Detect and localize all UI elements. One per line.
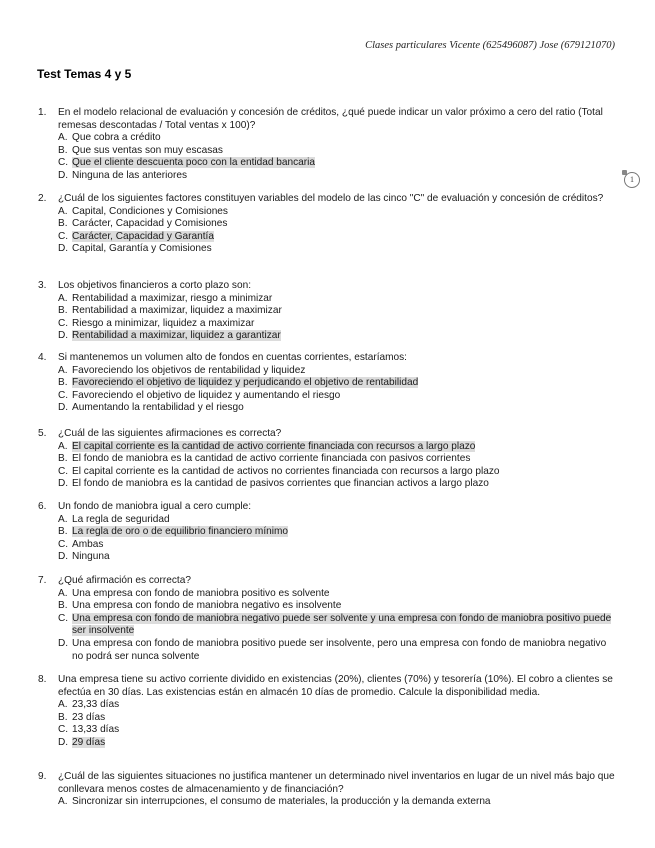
option-letter: C. <box>58 389 69 401</box>
question-number: 2. <box>38 193 47 204</box>
question-stem: ¿Qué afirmación es correcta? <box>58 575 191 586</box>
option-text: Carácter, Capacidad y Comisiones <box>72 218 228 230</box>
option-letter: D. <box>58 478 69 490</box>
highlighted-answer-text: Rentabilidad a maximizar, liquidez a garantizar <box>72 330 281 342</box>
question-number: 4. <box>38 352 47 363</box>
option-text: Que sus ventas son muy escasas <box>72 144 223 156</box>
option-text: La regla de seguridad <box>72 513 170 525</box>
option-text: Que cobra a crédito <box>72 132 161 144</box>
option-text: Favoreciendo el objetivo de liquidez y aumentando el riesgo <box>72 389 341 401</box>
option-letter: D. <box>58 637 69 649</box>
answer-option <box>58 526 618 539</box>
option-letter: A. <box>58 292 68 304</box>
option-letter: D. <box>58 402 69 414</box>
answer-option <box>58 796 618 809</box>
question-9 <box>38 771 618 809</box>
answer-option <box>58 478 618 491</box>
option-letter: D. <box>58 551 69 563</box>
answer-option <box>58 441 618 454</box>
option-letter: A. <box>58 364 68 376</box>
question-number: 9. <box>38 771 47 782</box>
option-letter: C. <box>58 612 69 624</box>
option-letter: C. <box>58 230 69 242</box>
option-letter: B. <box>58 453 68 465</box>
option-letter: D. <box>58 330 69 342</box>
question-stem: ¿Cuál de las siguientes afirmaciones es correcta? <box>58 428 282 439</box>
option-text: Riesgo a minimizar, liquidez a maximizar <box>72 317 255 329</box>
question-body <box>58 352 618 415</box>
answer-option <box>58 305 618 318</box>
question-number: 1. <box>38 107 47 118</box>
option-letter: B. <box>58 218 68 230</box>
option-text: Ninguna de las anteriores <box>72 169 188 181</box>
option-letter: B. <box>58 600 68 612</box>
document-title: Test Temas 4 y 5 <box>37 67 132 81</box>
option-letter: A. <box>58 132 68 144</box>
question-body <box>58 193 618 256</box>
highlighted-answer-text: Favoreciendo el objetivo de liquidez y perjudicando el objetivo de rentabilidad <box>72 377 419 389</box>
option-text: Una empresa con fondo de maniobra negativo es insolvente <box>72 600 342 612</box>
answer-option <box>58 551 618 564</box>
option-text: 23 días <box>72 711 106 723</box>
answer-option <box>58 318 618 331</box>
answer-option <box>58 514 618 527</box>
answer-option <box>58 145 618 158</box>
question-8 <box>38 674 618 750</box>
question-body <box>58 428 618 491</box>
option-text: Rentabilidad a maximizar, liquidez a maximizar <box>72 305 282 317</box>
question-6 <box>38 501 618 564</box>
answer-option <box>58 699 618 712</box>
question-body <box>58 501 618 564</box>
question-2 <box>38 193 618 256</box>
answer-option <box>58 377 618 390</box>
option-letter: B. <box>58 144 68 156</box>
question-body <box>58 575 618 663</box>
question-stem: ¿Cuál de los siguientes factores constituyen variables del modelo de las cinco "C" de evaluación y concesión de créditos? <box>58 193 604 204</box>
option-letter: C. <box>58 465 69 477</box>
highlighted-answer-text: Una empresa con fondo de maniobra negativo puede ser solvente y una empresa con fondo de maniobra positivo puede ser insolvente <box>72 612 612 637</box>
question-3 <box>38 280 618 343</box>
option-letter: A. <box>58 699 68 711</box>
option-text: Ninguna <box>72 551 110 563</box>
option-letter: B. <box>58 305 68 317</box>
option-text: Ambas <box>72 538 104 550</box>
answer-option <box>58 390 618 403</box>
question-body <box>58 107 618 183</box>
question-stem: Si mantenemos un volumen alto de fondos en cuentas corrientes, estaríamos: <box>58 352 407 363</box>
option-text: 13,33 días <box>72 724 120 736</box>
comment-marker[interactable]: 1 <box>624 172 640 188</box>
answer-option <box>58 170 618 183</box>
answer-option <box>58 724 618 737</box>
answer-option <box>58 365 618 378</box>
option-letter: A. <box>58 796 68 808</box>
answer-option <box>58 402 618 415</box>
question-number: 8. <box>38 674 47 685</box>
option-text: Favoreciendo los objetivos de rentabilidad y liquidez <box>72 364 306 376</box>
answer-option <box>58 466 618 479</box>
question-7 <box>38 575 618 663</box>
answer-option <box>58 539 618 552</box>
highlighted-answer-text: El capital corriente es la cantidad de activo corriente financiada con recursos a largo plazo <box>72 440 476 452</box>
question-stem: En el modelo relacional de evaluación y concesión de créditos, ¿qué puede indicar un valor próximo a cero del ratio (Total remesas descontadas / Total ventas x 100)? <box>58 107 603 131</box>
answer-option <box>58 453 618 466</box>
question-stem: Una empresa tiene su activo corriente dividido en existencias (20%), clientes (70%) y tesorería (10%). El cobro a clientes se efectúa en 30 días. Las existencias están en almacén 10 días de promedio. Calcule la disponibilidad media. <box>58 674 613 698</box>
question-number: 6. <box>38 501 47 512</box>
page-header: Clases particulares Vicente (625496087) Jose (679121070) <box>365 40 615 51</box>
option-letter: A. <box>58 513 68 525</box>
option-text: El fondo de maniobra es la cantidad de activo corriente financiada con pasivos corrientes <box>72 453 471 465</box>
option-letter: B. <box>58 526 68 538</box>
option-text: Sincronizar sin interrupciones, el consumo de materiales, la producción y la demanda externa <box>72 796 491 808</box>
option-letter: A. <box>58 587 68 599</box>
question-1 <box>38 107 618 183</box>
answer-option <box>58 712 618 725</box>
option-letter: D. <box>58 169 69 181</box>
answer-option <box>58 330 618 343</box>
question-body <box>58 280 618 343</box>
question-stem: ¿Cuál de las siguientes situaciones no justifica mantener un determinado nivel inventarios en lugar de un nivel más bajo que conllevara menos costes de almacenamiento y de financiación? <box>58 771 615 795</box>
question-number: 7. <box>38 575 47 586</box>
highlighted-answer-text: Que el cliente descuenta poco con la entidad bancaria <box>72 157 315 169</box>
option-letter: B. <box>58 377 68 389</box>
option-text: 23,33 días <box>72 699 120 711</box>
option-letter: B. <box>58 711 68 723</box>
highlighted-answer-text: Carácter, Capacidad y Garantía <box>72 230 214 242</box>
answer-option <box>58 218 618 231</box>
answer-option <box>58 243 618 256</box>
question-number: 5. <box>38 428 47 439</box>
question-5 <box>38 428 618 491</box>
option-text: El fondo de maniobra es la cantidad de pasivos corrientes que financian activos a largo plazo <box>72 478 489 490</box>
question-body <box>58 771 618 809</box>
question-stem: Los objetivos financieros a corto plazo son: <box>58 280 252 291</box>
highlighted-answer-text: 29 días <box>72 736 106 748</box>
option-text: Rentabilidad a maximizar, riesgo a minimizar <box>72 292 273 304</box>
answer-option <box>58 206 618 219</box>
answer-option <box>58 293 618 306</box>
option-text: El capital corriente es la cantidad de activos no corrientes financiada con recursos a largo plazo <box>72 465 500 477</box>
question-stem: Un fondo de maniobra igual a cero cumple: <box>58 501 252 512</box>
option-letter: C. <box>58 724 69 736</box>
option-text: Capital, Condiciones y Comisiones <box>72 205 228 217</box>
answer-option <box>58 231 618 244</box>
option-letter: A. <box>58 205 68 217</box>
question-body <box>58 674 618 750</box>
option-letter: A. <box>58 440 68 452</box>
option-text: Una empresa con fondo de maniobra positivo puede ser insolvente, pero una empresa con fondo de maniobra negativo no podrá ser nunca solvente <box>72 637 607 662</box>
option-text: Una empresa con fondo de maniobra positivo es solvente <box>72 587 330 599</box>
option-letter: C. <box>58 538 69 550</box>
answer-option <box>58 600 618 613</box>
option-letter: D. <box>58 736 69 748</box>
answer-option <box>58 132 618 145</box>
answer-option <box>58 737 618 750</box>
question-number: 3. <box>38 280 47 291</box>
answer-option <box>58 638 618 663</box>
answer-option <box>58 588 618 601</box>
option-text: Aumentando la rentabilidad y el riesgo <box>72 402 244 414</box>
answer-option <box>58 613 618 638</box>
answer-option <box>58 157 618 170</box>
option-letter: C. <box>58 317 69 329</box>
highlighted-answer-text: La regla de oro o de equilibrio financiero mínimo <box>72 526 289 538</box>
option-letter: C. <box>58 157 69 169</box>
option-text: Capital, Garantía y Comisiones <box>72 243 212 255</box>
option-letter: D. <box>58 243 69 255</box>
question-4 <box>38 352 618 415</box>
